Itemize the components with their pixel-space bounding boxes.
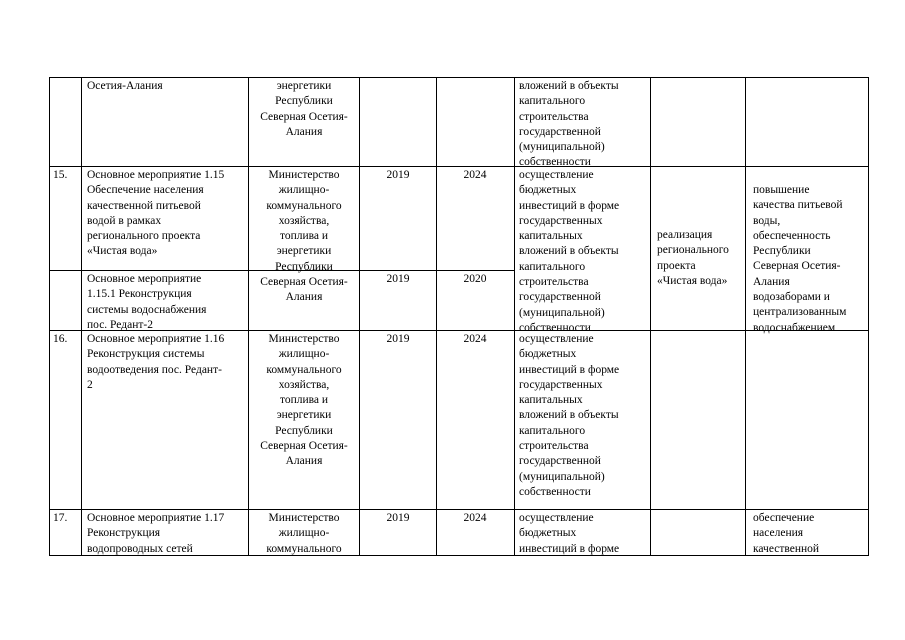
cell-line: качественной питьевой: [87, 199, 201, 212]
cell-line: государственных: [519, 378, 603, 391]
cell-line: повышение: [753, 184, 810, 196]
cell-line: системы водоснабжения: [87, 303, 207, 316]
rule-col-7: [745, 77, 746, 556]
cell-line: вложений в объекты: [519, 80, 619, 92]
cell-line: Министерство: [268, 333, 340, 345]
cell-line: населения: [753, 527, 804, 540]
cell-line: инвестиций в форме: [519, 363, 620, 376]
cell-line: государственной: [519, 291, 601, 304]
cell-line: хозяйства,: [278, 214, 330, 227]
cell-line: (муниципальной): [519, 141, 605, 154]
row-17-number: 17.: [53, 512, 68, 524]
row-continued-mechanism: [519, 79, 647, 171]
cell-line: государственной: [519, 125, 601, 138]
cell-line: коммунального: [266, 363, 342, 376]
cell-line: топлива и: [279, 230, 329, 243]
cell-line: водозаборами и: [753, 291, 830, 304]
cell-line: Алания: [285, 125, 323, 138]
cell-line: бюджетных: [519, 527, 577, 540]
cell-line: Осетия-Алания: [87, 80, 163, 92]
row-continued-executor: [250, 79, 358, 140]
cell-line: Реконструкция: [87, 527, 161, 540]
cell-line: инвестиций в форме: [519, 199, 620, 212]
cell-line: реализация: [657, 229, 713, 241]
row-16-executor: [250, 332, 358, 470]
cell-line: собственности: [519, 321, 591, 334]
row-15-executor: [250, 168, 358, 306]
row-16-number: 16.: [53, 333, 68, 345]
row-17-effect: [753, 511, 865, 557]
row-17-end-year: 2024: [463, 512, 487, 524]
cell-line: капитального: [519, 424, 586, 437]
cell-line: Основное мероприятие 1.17: [87, 512, 225, 524]
row-16-name: [87, 332, 244, 393]
cell-line: водопроводных сетей: [87, 542, 193, 555]
cell-line: регионального: [657, 244, 729, 257]
cell-line: (муниципальной): [519, 470, 605, 483]
cell-line: осуществление: [519, 169, 594, 181]
cell-line: качества питьевой: [753, 199, 843, 212]
row-16-end-year: 2024: [463, 333, 487, 345]
cell-line: (муниципальной): [519, 306, 605, 319]
cell-line: Северная Осетия-: [260, 110, 348, 123]
cell-line: Северная Осетия-: [753, 260, 841, 273]
cell-line: бюджетных: [519, 348, 577, 361]
cell-line: Республики: [275, 95, 333, 108]
row-15-sub-end-year: 2020: [463, 273, 487, 285]
row-15-mechanism: [519, 168, 647, 336]
cell-line: Республики: [275, 424, 333, 437]
cell-line: жилищно-: [278, 527, 330, 540]
cell-line: энергетики: [276, 245, 332, 258]
cell-line: водоснабжением: [753, 321, 836, 334]
cell-line: жилищно-: [278, 348, 330, 361]
cell-line: водоотведения пос. Редант-: [87, 363, 222, 376]
cell-line: пос. Редант-2: [87, 318, 153, 331]
cell-line: Алания: [753, 275, 790, 288]
cell-line: строительства: [519, 440, 589, 453]
rule-col-6: [650, 77, 651, 556]
cell-line: собственности: [519, 485, 591, 498]
row-15-start-year: 2019: [386, 169, 410, 181]
cell-line: коммунального: [266, 542, 342, 555]
cell-line: 2: [87, 378, 93, 391]
rule-col-8: [868, 77, 869, 556]
cell-line: Алания: [285, 291, 323, 304]
row-16-start-year: 2019: [386, 333, 410, 345]
cell-line: бюджетных: [519, 184, 577, 197]
cell-line: Алания: [285, 455, 323, 468]
rule-col-3: [359, 77, 360, 556]
cell-line: Основное мероприятие: [87, 273, 202, 285]
rule-col-5: [514, 77, 515, 556]
rule-col-0: [49, 77, 50, 556]
rule-col-1: [81, 77, 82, 556]
cell-line: «Чистая вода»: [87, 245, 158, 258]
cell-line: Основное мероприятие 1.15: [87, 169, 225, 181]
cell-line: осуществление: [519, 512, 594, 524]
cell-line: Министерство: [268, 512, 340, 524]
cell-line: Основное мероприятие 1.16: [87, 333, 225, 345]
row-15-sub-name: [87, 272, 244, 333]
cell-line: вложений в объекты: [519, 409, 619, 422]
cell-line: капитального: [519, 260, 586, 273]
row-15-end-year: 2024: [463, 169, 487, 181]
rule-col-4: [436, 77, 437, 556]
row-17-mechanism: [519, 511, 647, 557]
cell-line: инвестиций в форме: [519, 542, 620, 555]
cell-line: энергетики: [276, 409, 332, 422]
cell-line: капитального: [519, 95, 586, 108]
cell-line: обеспеченность: [753, 229, 831, 242]
cell-line: осуществление: [519, 333, 594, 345]
cell-line: качественной: [753, 542, 820, 555]
row-17-start-year: 2019: [386, 512, 410, 524]
cell-line: проекта: [657, 259, 696, 272]
cell-line: Министерство: [268, 169, 340, 181]
row-15-effect: [753, 183, 865, 336]
cell-line: Северная Осетия-: [260, 440, 348, 453]
cell-line: обеспечение: [753, 512, 815, 524]
row-15-result: [657, 228, 743, 289]
cell-line: 1.15.1 Реконструкция: [87, 288, 192, 301]
cell-line: топлива и: [279, 394, 329, 407]
row-continued-name: [87, 79, 244, 94]
cell-line: «Чистая вода»: [657, 274, 728, 287]
row-15-name: [87, 168, 244, 260]
cell-line: строительства: [519, 110, 589, 123]
cell-line: жилищно-: [278, 184, 330, 197]
cell-line: воды,: [753, 214, 781, 227]
cell-line: Северная Осетия-: [260, 276, 348, 289]
cell-line: государственной: [519, 455, 601, 468]
cell-line: Республики: [275, 260, 333, 273]
cell-line: государственных: [519, 214, 603, 227]
cell-line: регионального проекта: [87, 230, 201, 243]
cell-line: хозяйства,: [278, 378, 330, 391]
cell-line: Обеспечение населения: [87, 184, 204, 197]
cell-line: Реконструкция системы: [87, 348, 205, 361]
cell-line: капитальных: [519, 230, 583, 243]
row-15-sub-start-year: 2019: [386, 273, 410, 285]
cell-line: энергетики: [276, 80, 332, 92]
row-17-name: [87, 511, 244, 557]
cell-line: капитальных: [519, 394, 583, 407]
row-15-number: 15.: [53, 169, 68, 181]
cell-line: вложений в объекты: [519, 245, 619, 258]
cell-line: собственности: [519, 156, 591, 169]
cell-line: водой в рамках: [87, 214, 162, 227]
cell-line: строительства: [519, 276, 589, 289]
cell-line: централизованным: [753, 306, 847, 319]
row-16-mechanism: [519, 332, 647, 500]
row-17-executor: [250, 511, 358, 557]
cell-line: коммунального: [266, 199, 342, 212]
cell-line: Республики: [753, 245, 811, 258]
rule-col-2: [248, 77, 249, 556]
